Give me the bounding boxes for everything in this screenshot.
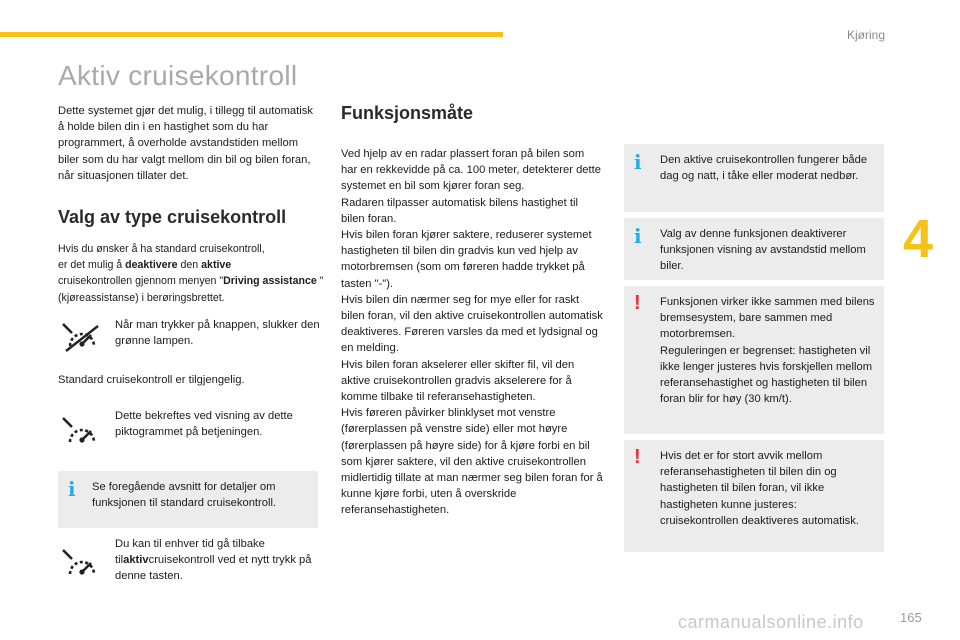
select-paragraph	[58, 241, 324, 306]
chapter-number: 4	[903, 209, 934, 269]
function-paragraph-6: Hvis føreren påvirker blinklyset mot venstre (førerplassen på venstre side) eller mot høyre (førerplassen på høyre side) for å kjøre forbi en bil som kjører saktere, vil den aktive cruisekontrollen midlertidig tillate at man nærmer seg bilen foran for å kunne kjøre forbi, uten å overskride referansehastigheten.	[341, 407, 603, 517]
return-text-1: Du kan til enhver tid gå tilbake til	[115, 538, 265, 567]
watermark: carmanualsonline.info	[678, 612, 864, 632]
return-bold-aktiv: aktiv	[123, 554, 149, 567]
function-paragraph-3: Hvis bilen foran kjører saktere, reduserer systemet hastigheten til bilen din gradvis kun ved hjelp av motorbremsen (som om føreren hadde trykket på tasten "-").	[341, 229, 592, 290]
confirm-pictogram-text: Dette bekreftes ved visning av dette piktogrammet på betjeningen.	[115, 410, 293, 439]
info-icon: i	[634, 224, 642, 248]
function-text-block	[341, 146, 603, 519]
function-paragraph-2: Radaren tilpasser automatisk bilens hastighet til bilen foran.	[341, 196, 578, 225]
select-text-3: den	[180, 259, 199, 272]
heading-function: Funksjonsmåte	[341, 103, 474, 123]
info-box-distance-display	[624, 218, 884, 280]
info-box-standard-cruise	[58, 471, 318, 528]
function-paragraph-5: Hvis bilen foran akselerer eller skifter fil, vil den aktive cruisekontrollen gradvis akselerere for å komme tilbake til referansehastigheten.	[341, 358, 575, 404]
warning-box-braking	[624, 286, 884, 434]
warning-icon: !	[634, 446, 641, 468]
info-box-text: Se foregående avsnitt for detaljer om funksjonen til standard cruisekontroll.	[92, 481, 277, 510]
function-paragraph-4: Hvis bilen din nærmer seg for mye eller for raskt bilen foran, vil den aktive cruisekontrollen automatisk deaktiveres. Føreren varsles da med et lydsignal og en melding.	[341, 293, 603, 355]
active-cruise-control-button-icon	[60, 546, 104, 582]
warning-text-2: Reguleringen er begrenset: hastigheten vil ikke lenger justeres hvis forskjellen mellom referansehastighet og hastigheten til bilen foran blir for høy (30 km/t).	[660, 344, 873, 406]
select-text-5: " (kjøreassistanse) i berøringsbrettet.	[58, 275, 324, 304]
warning-text-1: Funksjonen virker ikke sammen med bilens bremsesystem, bare sammen med motorbremsen.	[660, 296, 875, 341]
select-bold-aktive: aktive	[201, 259, 232, 272]
section-label: Kjøring	[846, 28, 885, 42]
warning-box-speed-deviation	[624, 440, 884, 552]
info-icon: i	[68, 477, 76, 501]
select-text-2: er det mulig å	[58, 259, 123, 272]
standard-available-text: Standard cruisekontroll er tilgjengelig.	[58, 374, 245, 386]
intro-paragraph: Dette systemet gjør det mulig, i tillegg til automatisk å holde bilen din i en hastighet som du har programmert, å overholde avstandstiden mellom biler som du har valgt mellom din bil og bilen foran, når situasjonen tillater det.	[58, 105, 313, 182]
select-text-1: Hvis du ønsker å ha standard cruisekontroll,	[58, 243, 265, 255]
warning-box-text: Hvis det er for stort avvik mellom referansehastigheten til bilen din og hastigheten til bilen foran, vil ikke hastigheten kunne justeres: cruisekontrollen deaktiveres automatisk.	[660, 450, 859, 527]
info-box-text: Den aktive cruisekontrollen fungerer både dag og natt, i tåke eller moderat nedbør.	[660, 154, 868, 183]
return-active-text	[115, 536, 320, 585]
standard-cruise-control-icon	[60, 414, 104, 450]
warning-icon: !	[634, 292, 641, 314]
info-box-text: Valg av denne funksjonen deaktiverer funksjonen visning av avstandstid mellom biler.	[660, 228, 866, 273]
select-bold-deaktivere: deaktivere	[125, 259, 178, 272]
press-button-text: Når man trykker på knappen, slukker den grønne lampen.	[115, 319, 320, 348]
heading-select-type: Valg av type cruisekontroll	[58, 207, 287, 227]
info-box-day-night	[624, 144, 884, 212]
select-bold-driving-assistance: Driving assistance	[223, 275, 317, 288]
warning-box-text	[660, 294, 876, 407]
select-text-4: cruisekontrollen gjennom menyen "	[58, 275, 224, 288]
header-accent-bar	[0, 32, 503, 37]
info-icon: i	[634, 150, 642, 174]
page-number: 165	[900, 610, 922, 625]
return-text-2: cruisekontroll ved et nytt trykk på denne tasten.	[115, 554, 312, 583]
function-paragraph-1: Ved hjelp av en radar plassert foran på bilen som har en rekkevidde på ca. 100 meter, detekterer dette systemet en bil som kjører foran seg.	[341, 148, 601, 193]
page-title: Aktiv cruisekontroll	[58, 60, 298, 91]
cruise-control-off-icon	[60, 320, 104, 356]
